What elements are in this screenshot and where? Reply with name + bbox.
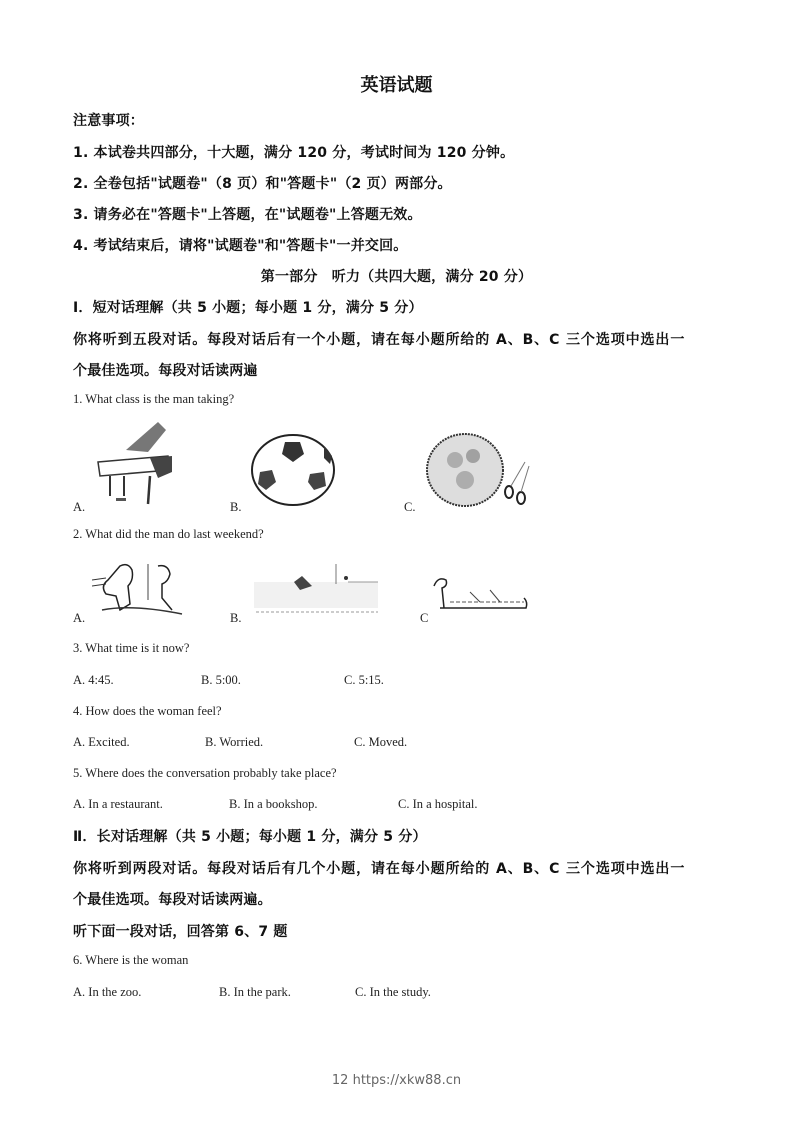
option-a: A. 4:45.	[73, 673, 114, 687]
option-c: C. Moved.	[354, 735, 408, 749]
option-label: A.	[73, 500, 86, 514]
section-instructions: 你将听到五段对话。每段对话后有一个小题，请在每小题所给的 A、B、C 三个选项中选出一	[73, 332, 686, 348]
page-footer: 12 https://xkw88.cn	[331, 1073, 462, 1088]
question-text: 2. What did the man do last weekend?	[73, 527, 264, 541]
embroidery-hoop-icon	[425, 432, 535, 512]
dragon-boat-icon	[430, 572, 530, 614]
option-a: A. Excited.	[73, 735, 130, 749]
piano-icon	[88, 418, 184, 506]
notice-item: 4. 考试结束后，请将"试题卷"和"答题卡"一并交回。	[73, 238, 408, 254]
notice-item: 1. 本试卷共四部分，十大题，满分 120 分，考试时间为 120 分钟。	[73, 145, 515, 161]
option-b: B. 5:00.	[201, 673, 241, 687]
notice-heading: 注意事项：	[73, 113, 144, 129]
section-instructions: 你将听到两段对话。每段对话后有几个小题，请在每小题所给的 A、B、C 三个选项中选出一	[73, 861, 686, 877]
option-label: A.	[73, 611, 86, 625]
question-text: 5. Where does the conversation probably take place?	[73, 766, 337, 780]
section-heading: Ⅰ．短对话理解（共 5 小题；每小题 1 分，满分 5 分）	[73, 300, 423, 316]
option-b: B. Worried.	[205, 735, 264, 749]
section-heading: Ⅱ．长对话理解（共 5 小题；每小题 1 分，满分 5 分）	[73, 829, 427, 845]
soccer-ball-icon	[250, 434, 336, 506]
notice-item: 3. 请务必在"答题卡"上答题，在"试题卷"上答题无效。	[73, 207, 422, 223]
option-b: B. In a bookshop.	[229, 797, 318, 811]
option-c: C. In a hospital.	[398, 797, 478, 811]
page-title: 英语试题	[360, 75, 433, 96]
section-subheading: 听下面一段对话，回答第 6、7 题	[73, 924, 288, 940]
section-instructions: 个最佳选项。每段对话读两遍。	[73, 892, 272, 908]
people-outdoor-scene-icon	[92, 560, 192, 616]
option-c: C. In the study.	[355, 985, 431, 999]
option-label: C.	[404, 500, 416, 514]
question-text: 3. What time is it now?	[73, 641, 190, 655]
option-b: B. In the park.	[219, 985, 291, 999]
option-c: C. 5:15.	[344, 673, 384, 687]
question-text: 1. What class is the man taking?	[73, 392, 235, 406]
section-instructions: 个最佳选项。每段对话读两遍	[73, 363, 258, 379]
landscape-scene-icon	[252, 562, 382, 616]
notice-item: 2. 全卷包括"试题卷"（8 页）和"答题卡"（2 页）两部分。	[73, 176, 452, 192]
part-heading: 第一部分 听力（共四大题，满分 20 分）	[260, 269, 533, 285]
question-text: 4. How does the woman feel?	[73, 704, 222, 718]
option-label: C	[420, 611, 429, 625]
option-label: B.	[230, 500, 242, 514]
option-label: B.	[230, 611, 242, 625]
question-text: 6. Where is the woman	[73, 953, 189, 967]
option-a: A. In the zoo.	[73, 985, 142, 999]
option-a: A. In a restaurant.	[73, 797, 163, 811]
